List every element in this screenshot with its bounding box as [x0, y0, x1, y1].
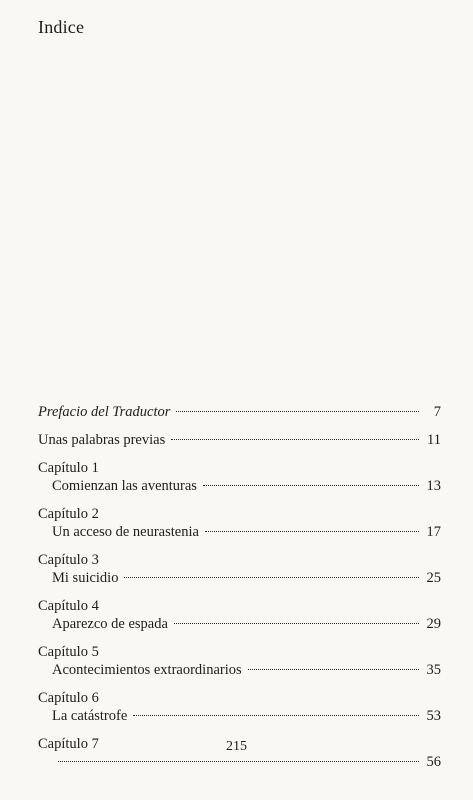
dot-leader	[248, 669, 419, 670]
toc-entry-chapter-3[interactable]	[38, 551, 441, 587]
dot-leader	[133, 715, 419, 716]
dot-leader	[176, 411, 419, 412]
chapter-heading: Capítulo 4	[38, 598, 99, 614]
chapter-title: Aparezco de espada	[52, 616, 168, 632]
chapter-title: Mi suicidio	[52, 570, 119, 586]
dot-leader	[124, 577, 419, 578]
table-of-contents	[38, 403, 441, 771]
toc-page-number: 35	[426, 662, 441, 678]
toc-entry-chapter-2[interactable]	[38, 505, 441, 541]
toc-entry-palabras[interactable]	[38, 431, 441, 449]
toc-entry-chapter-5[interactable]	[38, 643, 441, 679]
toc-entry-chapter-1[interactable]	[38, 459, 441, 495]
page-title: Indice	[38, 17, 85, 37]
chapter-title: Un acceso de neurastenia	[52, 524, 199, 540]
toc-page-number: 25	[426, 570, 441, 586]
toc-entry-prefacio[interactable]	[38, 403, 441, 421]
chapter-title: Comienzan las aventuras	[52, 478, 197, 494]
chapter-heading: Capítulo 5	[38, 644, 99, 660]
dot-leader	[205, 531, 419, 532]
dot-leader	[171, 439, 419, 440]
dot-leader	[203, 485, 419, 486]
dot-leader	[58, 761, 419, 762]
toc-page-number: 17	[426, 524, 441, 540]
chapter-title: La catástrofe	[52, 708, 128, 724]
chapter-heading: Capítulo 6	[38, 690, 99, 706]
toc-entry-label: Unas palabras previas	[38, 432, 166, 448]
chapter-heading: Capítulo 3	[38, 552, 99, 568]
toc-entry-label: Prefacio del Traductor	[38, 404, 171, 420]
toc-entry-chapter-4[interactable]	[38, 597, 441, 633]
chapter-heading: Capítulo 7	[38, 736, 99, 752]
chapter-title: Acontecimientos extraordinarios	[52, 662, 242, 678]
toc-page-number: 56	[426, 754, 441, 770]
toc-page-number: 53	[426, 708, 441, 724]
toc-entry-chapter-6[interactable]	[38, 689, 441, 725]
toc-page-number: 7	[433, 404, 441, 420]
toc-page-number: 29	[426, 616, 441, 632]
dot-leader	[174, 623, 419, 624]
chapter-heading: Capítulo 2	[38, 506, 99, 522]
page-number-footer: 215	[226, 739, 247, 754]
chapter-heading: Capítulo 1	[38, 460, 99, 476]
toc-page-number: 13	[426, 478, 441, 494]
toc-page-number: 11	[427, 432, 441, 448]
